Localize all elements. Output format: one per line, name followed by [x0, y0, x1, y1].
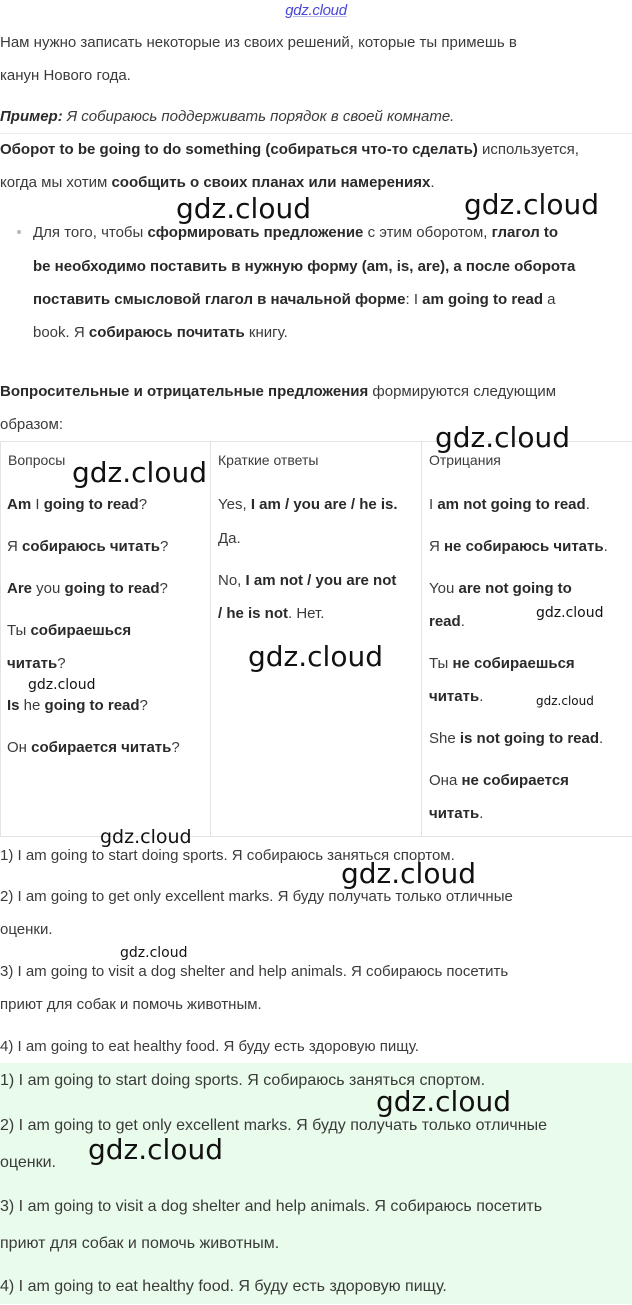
q-bold: going to read: [65, 580, 160, 597]
questions-intro-text: формируются следующим: [368, 383, 556, 400]
watermark: gdz.cloud: [341, 857, 476, 890]
a-bold: I am not / you are not: [246, 572, 397, 589]
bullet-text: book. Я: [33, 324, 89, 341]
answer-line-1: 1) I am going to start doing sports. Я собираюсь заняться спортом.: [0, 1062, 485, 1099]
q-text: he: [20, 697, 45, 714]
q-bold: going to read: [44, 496, 139, 513]
n-row-3a: [429, 572, 572, 605]
n-row-6a: [429, 764, 569, 797]
q-row-4b: [7, 647, 66, 680]
watermark: gdz.cloud: [176, 192, 311, 225]
q-text: you: [32, 580, 65, 597]
answer-line-2: 2) I am going to get only excellent marks. Я буду получать только отличные: [0, 1107, 547, 1144]
bullet-line-4: [33, 316, 288, 349]
n-text: She: [429, 730, 460, 747]
q-bold: Am: [7, 496, 31, 513]
rule-text: когда мы хотим: [0, 174, 111, 191]
example: [0, 100, 454, 133]
n-text: .: [461, 613, 465, 630]
a-text: . Нет.: [288, 605, 324, 622]
q-text: I: [31, 496, 44, 513]
n-bold: are not going to: [458, 580, 571, 597]
bullet-text: a: [543, 291, 556, 308]
bullet-bold: собираюсь почитать: [89, 324, 245, 341]
questions-intro-line-1: [0, 375, 556, 408]
q-text: ?: [140, 697, 148, 714]
bullet-bold: поставить смысловой глагол в начальной форме: [33, 291, 406, 308]
bullet-bold: сформировать предложение: [147, 224, 363, 241]
n-text: .: [479, 688, 483, 705]
a-bold: I am / you are / he is.: [251, 496, 398, 513]
bullet-bold: am going to read: [422, 291, 543, 308]
n-row-2: [429, 530, 608, 563]
n-bold: не собираешься: [452, 655, 574, 672]
q-bold: собираюсь читать: [22, 538, 160, 555]
q-row-4a: [7, 614, 131, 647]
q-text: Он: [7, 739, 31, 756]
a-row-2: [218, 522, 241, 555]
a-text: No,: [218, 572, 246, 589]
n-row-4a: [429, 647, 575, 680]
sentence-3-cont: приют для собак и помочь животным.: [0, 988, 262, 1021]
a-text: Yes,: [218, 496, 251, 513]
answer-line-3: 3) I am going to visit a dog shelter and help animals. Я собираюсь посетить: [0, 1188, 542, 1225]
n-bold: читать: [429, 688, 479, 705]
rule-bold: сообщить о своих планах или намерениях: [111, 174, 430, 191]
q-bold: going to read: [45, 697, 140, 714]
bullet-dot: [17, 230, 21, 234]
bullet-text: : I: [406, 291, 423, 308]
n-text: Ты: [429, 655, 452, 672]
n-bold: не собираюсь читать: [444, 538, 604, 555]
q-bold: собирается читать: [31, 739, 171, 756]
intro-line-2: канун Нового года.: [0, 59, 131, 92]
watermark: gdz.cloud: [248, 640, 383, 673]
q-row-1: [7, 488, 147, 521]
n-row-1: [429, 488, 590, 521]
watermark: gdz.cloud: [72, 456, 207, 489]
watermark: gdz.cloud: [88, 1133, 223, 1166]
n-text: .: [479, 805, 483, 822]
q-text: Я: [7, 538, 22, 555]
n-text: Я: [429, 538, 444, 555]
example-label: Пример:: [0, 108, 63, 125]
watermark: gdz.cloud: [435, 421, 570, 454]
n-row-6b: [429, 797, 483, 830]
answer-line-3-cont: приют для собак и помочь животным.: [0, 1225, 279, 1262]
a-row-4: [218, 597, 324, 630]
a-text: Да.: [218, 530, 241, 547]
n-text: .: [599, 730, 603, 747]
q-bold: читать: [7, 655, 57, 672]
sentence-1: 1) I am going to start doing sports. Я собираюсь заняться спортом.: [0, 839, 455, 872]
watermark: gdz.cloud: [464, 188, 599, 221]
n-bold: read: [429, 613, 461, 630]
q-row-2: [7, 530, 168, 563]
questions-intro-bold: Вопросительные и отрицательные предложения: [0, 383, 368, 400]
sentence-2-cont: оценки.: [0, 913, 53, 946]
answer-line-4: 4) I am going to eat healthy food. Я буду есть здоровую пищу.: [0, 1268, 447, 1305]
n-text: You: [429, 580, 458, 597]
n-text: Она: [429, 772, 461, 789]
questions-intro-text: образом:: [0, 416, 63, 433]
n-bold: is not going to read: [460, 730, 599, 747]
q-text: ?: [160, 580, 168, 597]
n-bold: am not going to read: [437, 496, 585, 513]
rule-text: используется,: [478, 141, 579, 158]
q-text: ?: [139, 496, 147, 513]
a-row-1: [218, 488, 398, 521]
n-bold: не собирается: [461, 772, 568, 789]
sentence-3: 3) I am going to visit a dog shelter and help animals. Я собираюсь посетить: [0, 955, 508, 988]
rule-bold: Оборот to be going to do something (собираться что-то сделать): [0, 141, 478, 158]
bullet-text: книгу.: [245, 324, 288, 341]
header-negations: Отрицания: [422, 442, 632, 837]
bullet-text: Для того, чтобы: [33, 224, 147, 241]
header-short-answers: Краткие ответы: [211, 442, 422, 837]
sentence-4: 4) I am going to eat healthy food. Я буду есть здоровую пищу.: [0, 1030, 419, 1063]
n-text: .: [604, 538, 608, 555]
example-text: Я собираюсь поддерживать порядок в своей комнате.: [63, 108, 455, 125]
a-row-3: [218, 564, 396, 597]
bullet-line-2: [33, 250, 575, 283]
questions-intro-line-2: [0, 408, 63, 441]
watermark: gdz.cloud: [536, 605, 603, 621]
watermark: gdz.cloud: [120, 945, 187, 961]
q-bold: Is: [7, 697, 20, 714]
q-row-6: [7, 731, 180, 764]
bullet-line-3: [33, 283, 556, 316]
a-bold: / he is not: [218, 605, 288, 622]
watermark: gdz.cloud: [28, 677, 95, 693]
q-bold: Are: [7, 580, 32, 597]
bullet-bold: глагол to: [492, 224, 558, 241]
bullet-bold: be необходимо поставить в нужную форму (am, is, are), а после оборота: [33, 258, 575, 275]
q-text: ?: [171, 739, 179, 756]
q-bold: собираешься: [30, 622, 131, 639]
header-questions: Вопросы: [1, 442, 211, 837]
q-row-3: [7, 572, 168, 605]
intro-line-1: Нам нужно записать некоторые из своих решений, которые ты примешь в: [0, 26, 517, 59]
q-row-5: [7, 689, 148, 722]
answer-line-2-cont: оценки.: [0, 1144, 56, 1181]
n-text: .: [586, 496, 590, 513]
q-text: ?: [160, 538, 168, 555]
bullet-text: с этим оборотом,: [363, 224, 491, 241]
n-row-4b: [429, 680, 483, 713]
n-bold: читать: [429, 805, 479, 822]
rule-text: .: [430, 174, 434, 191]
q-text: Ты: [7, 622, 30, 639]
q-text: ?: [57, 655, 65, 672]
sentence-2: 2) I am going to get only excellent marks. Я буду получать только отличные: [0, 880, 513, 913]
watermark: gdz.cloud: [376, 1085, 511, 1118]
n-row-3b: [429, 605, 465, 638]
n-row-5: [429, 722, 603, 755]
watermark: gdz.cloud: [536, 694, 594, 708]
site-logo[interactable]: gdz.cloud: [0, 2, 632, 19]
n-text: I: [429, 496, 437, 513]
rule-line-1: [0, 133, 579, 166]
watermark: gdz.cloud: [100, 826, 192, 848]
